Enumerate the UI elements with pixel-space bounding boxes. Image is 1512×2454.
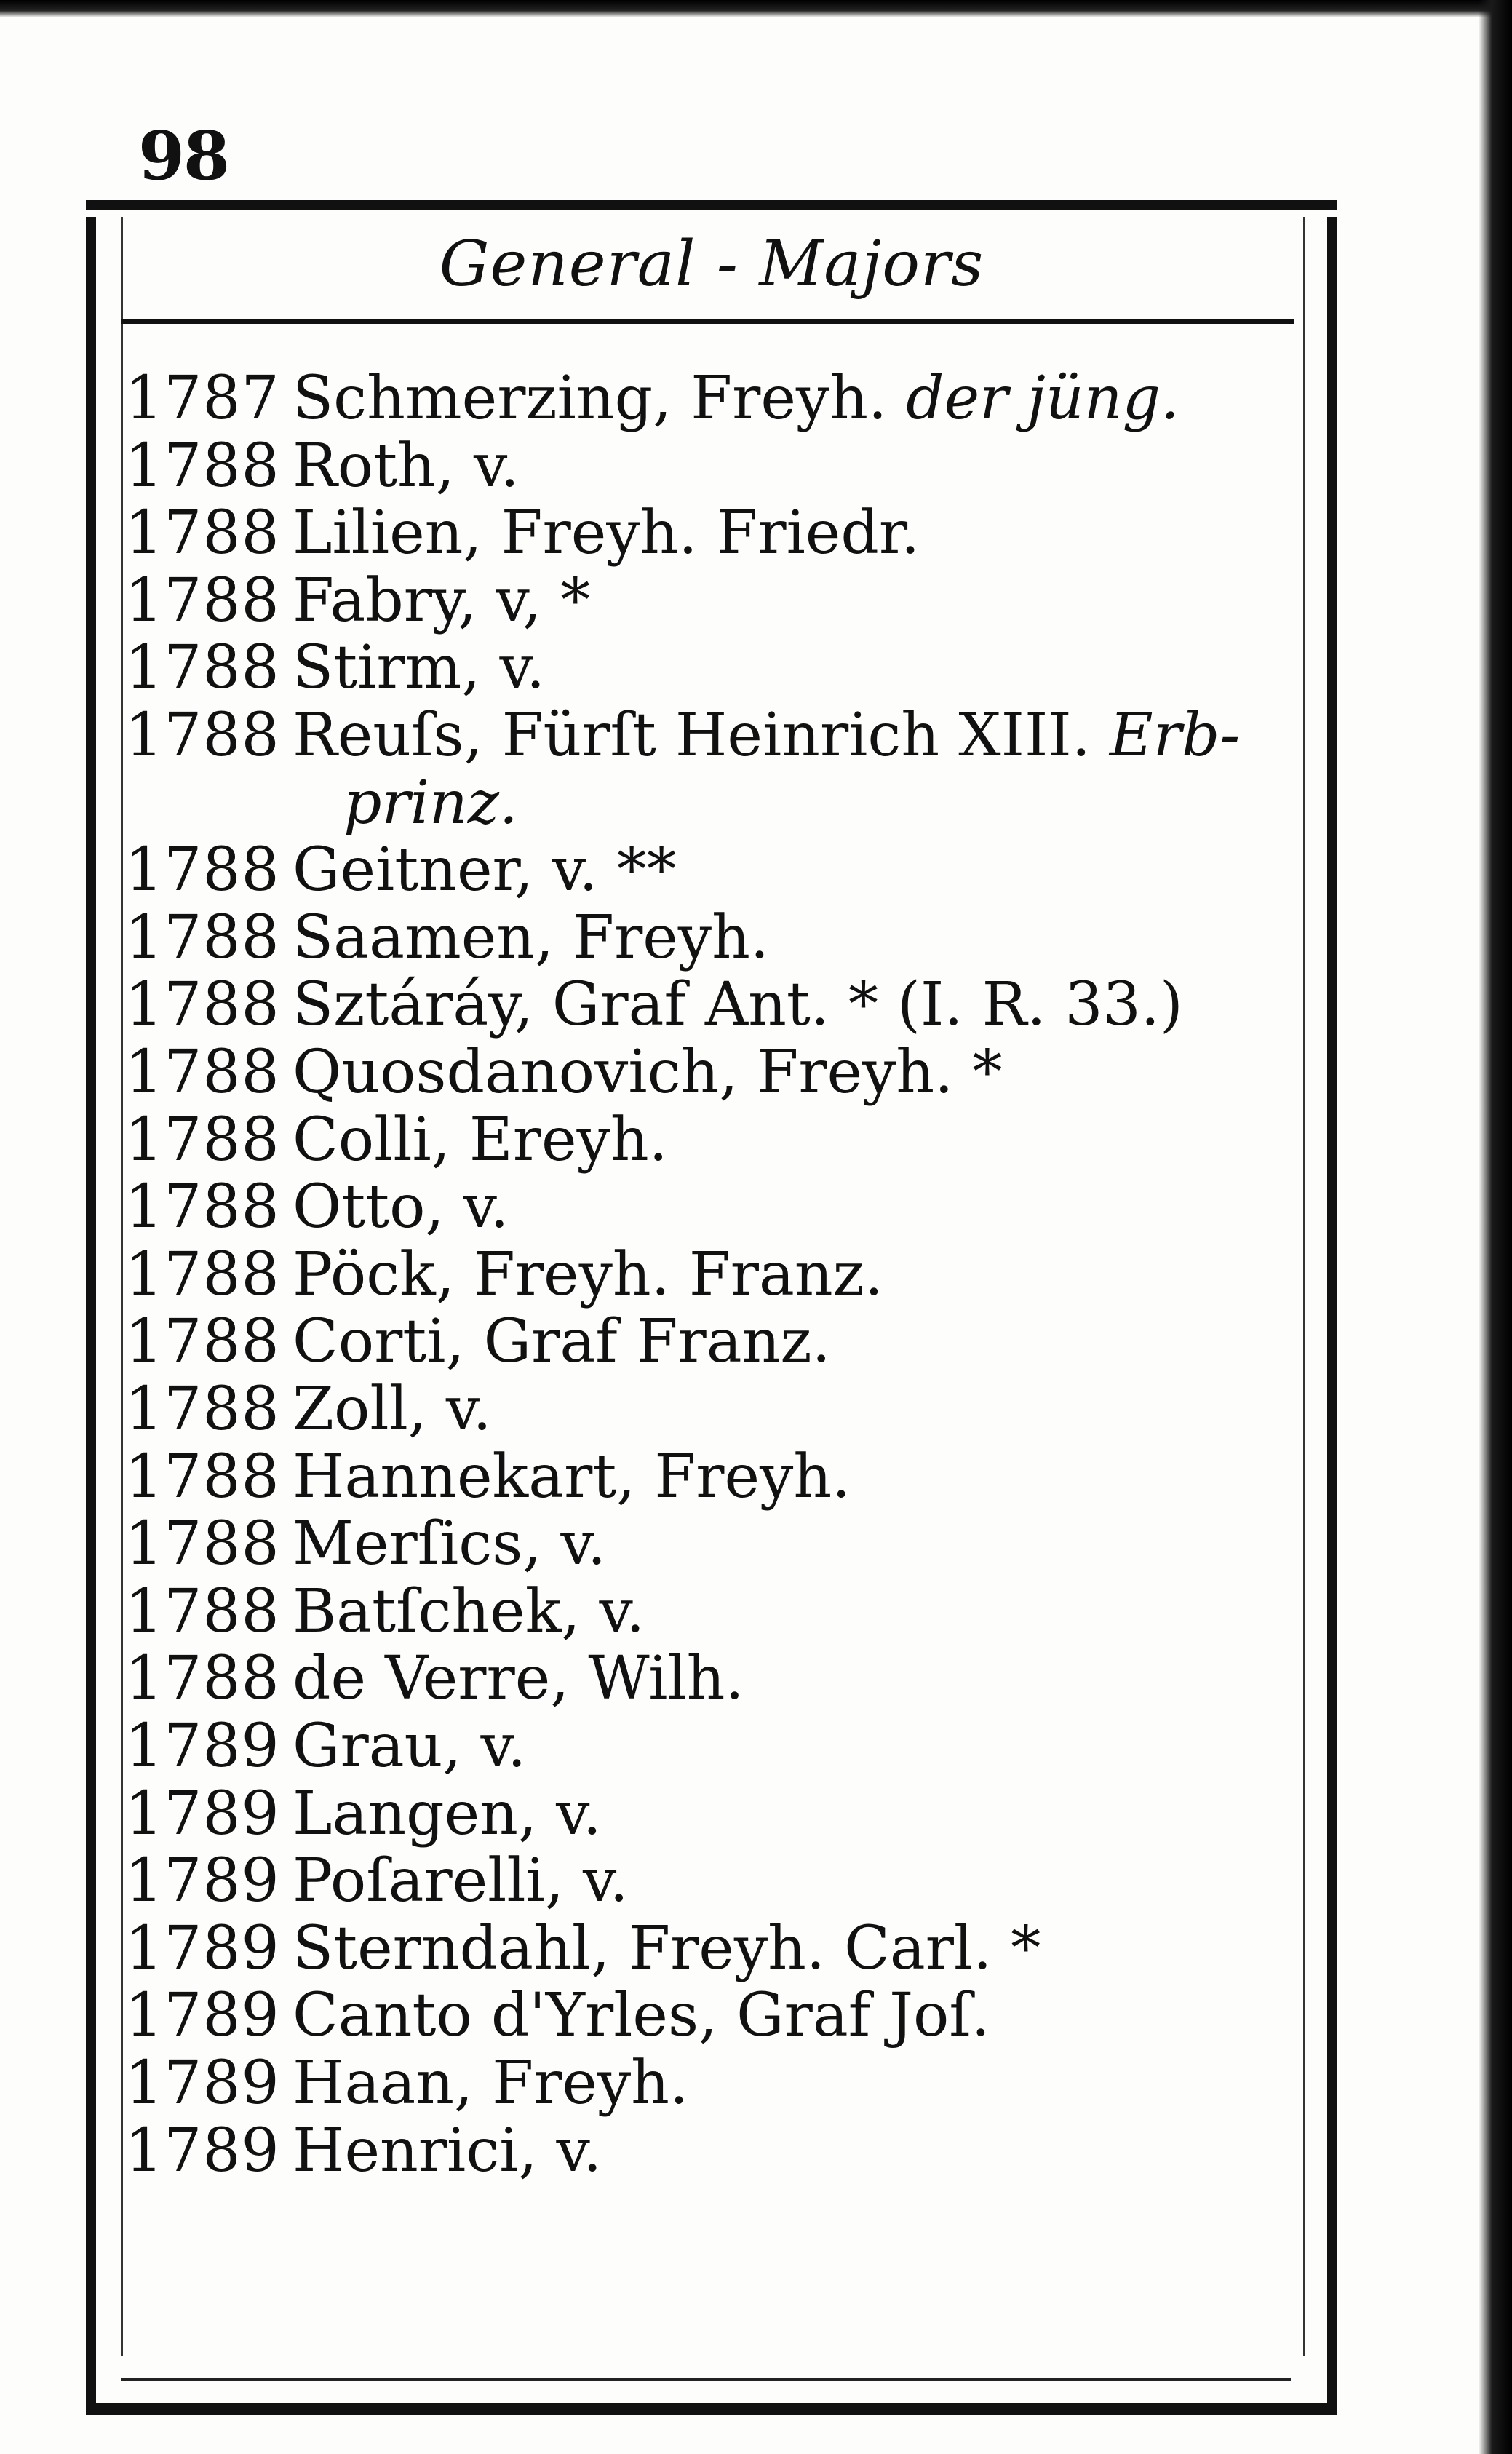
entry-name-text: Batſchek, v. bbox=[293, 1576, 645, 1646]
entry-name-text: Poſarelli, v. bbox=[293, 1846, 629, 1916]
entry-name-italic: Erb- bbox=[1109, 701, 1241, 770]
entry-name bbox=[293, 1714, 526, 1779]
entry-name-text: Canto d'Yrles, Graf Joſ. bbox=[293, 1981, 990, 2051]
entry-name bbox=[293, 565, 591, 635]
entry-year: 1788 bbox=[125, 701, 280, 770]
entry-name-text: Schmerzing, Freyh. bbox=[293, 364, 907, 433]
entry-name bbox=[293, 703, 1240, 769]
entry-name-text: Langen, v. bbox=[293, 1779, 602, 1849]
entry-name bbox=[293, 1309, 831, 1375]
entry-name-text: Hannekart, Freyh. bbox=[293, 1442, 851, 1512]
entry-name bbox=[293, 1105, 668, 1175]
entry-name-text: Pöck, Freyh. Franz. bbox=[293, 1239, 883, 1309]
section-heading: General - Majors bbox=[439, 228, 984, 301]
entry-name bbox=[293, 1913, 1041, 1983]
entry-name bbox=[293, 2116, 602, 2185]
entry-name bbox=[293, 635, 545, 701]
entry-name bbox=[293, 972, 1183, 1038]
entry-name bbox=[293, 1239, 883, 1309]
entry-name-text: Colli, Ereyh. bbox=[293, 1105, 668, 1175]
entry-continuation: prinz. bbox=[343, 768, 518, 838]
entry-name bbox=[293, 1846, 629, 1916]
entry-name bbox=[293, 902, 769, 972]
entry-year: 1788 bbox=[125, 1307, 280, 1377]
entry-year: 1788 bbox=[125, 1644, 280, 1714]
entry-name bbox=[293, 431, 520, 501]
entry-year: 1788 bbox=[125, 1509, 280, 1579]
entry-year: 1788 bbox=[125, 1239, 280, 1309]
entry-name bbox=[293, 2051, 688, 2116]
entry-name bbox=[293, 1779, 602, 1849]
entry-name bbox=[293, 501, 920, 566]
entry-year: 1788 bbox=[125, 835, 280, 905]
entry-name bbox=[293, 1983, 990, 2049]
entry-year: 1788 bbox=[125, 970, 280, 1040]
entry-name bbox=[293, 1442, 851, 1512]
entry-year: 1787 bbox=[125, 364, 280, 433]
entry-name bbox=[293, 1576, 645, 1646]
entry-name-text: de Verre, Wilh. bbox=[293, 1644, 744, 1714]
entry-year: 1789 bbox=[125, 1981, 280, 2051]
entry-list bbox=[96, 217, 1327, 2403]
entry-year: 1788 bbox=[125, 499, 280, 568]
entry-name bbox=[293, 1509, 607, 1579]
entry-name-text: Roth, v. bbox=[293, 431, 520, 501]
entry-name-text: Lilien, Freyh. Friedr. bbox=[293, 499, 920, 568]
entry-name-text: Merſics, v. bbox=[293, 1509, 607, 1579]
entry-year: 1789 bbox=[125, 1913, 280, 1983]
entry-name bbox=[293, 835, 677, 905]
entry-year: 1788 bbox=[125, 1375, 280, 1444]
entry-name-text: Stirm, v. bbox=[293, 633, 546, 703]
entry-name bbox=[293, 1377, 492, 1442]
entry-year: 1788 bbox=[125, 1172, 280, 1242]
entry-year: 1789 bbox=[125, 1846, 280, 1916]
entry-name-text: Haan, Freyh. bbox=[293, 2049, 689, 2118]
entry-name bbox=[293, 1040, 1002, 1105]
entry-name-text: Quosdanovich, Freyh. * bbox=[293, 1038, 1003, 1107]
entry-name-text: Sztáráy, Graf Ant. * (I. R. 33.) bbox=[293, 970, 1183, 1040]
entry-name bbox=[293, 366, 1179, 432]
entry-name-text: Otto, v. bbox=[293, 1172, 509, 1242]
entry-year: 1788 bbox=[125, 1038, 280, 1107]
entry-year: 1788 bbox=[125, 633, 280, 703]
entry-name-text: Fabry, v, * bbox=[293, 565, 591, 635]
entry-name-text: Saamen, Freyh. bbox=[293, 902, 769, 972]
entry-year: 1789 bbox=[125, 1712, 280, 1781]
entry-name-text: Grau, v. bbox=[293, 1712, 527, 1781]
entry-year: 1788 bbox=[125, 1442, 280, 1512]
entry-year: 1788 bbox=[125, 565, 280, 635]
entry-name-text: Sterndahl, Freyh. Carl. * bbox=[293, 1913, 1041, 1983]
entry-year: 1789 bbox=[125, 2049, 280, 2118]
entry-name bbox=[293, 1646, 744, 1712]
entry-name-text: Corti, Graf Franz. bbox=[293, 1307, 831, 1377]
entry-name-text: Geitner, v. ** bbox=[293, 835, 677, 905]
entry-year: 1788 bbox=[125, 1105, 280, 1175]
entry-year: 1788 bbox=[125, 431, 280, 501]
entry-year: 1788 bbox=[125, 1576, 280, 1646]
scan-edge-top bbox=[0, 0, 1512, 17]
page-number: 98 bbox=[138, 116, 229, 195]
entry-name bbox=[293, 1172, 509, 1242]
top-rule bbox=[86, 200, 1337, 210]
scan-edge-right bbox=[1479, 0, 1512, 2454]
entry-name-italic: der jüng. bbox=[906, 364, 1180, 433]
entry-name-text: Henrici, v. bbox=[293, 2116, 602, 2185]
entry-year: 1789 bbox=[125, 1779, 280, 1849]
entry-name-text: Reuſs, Fürſt Heinrich XIII. bbox=[293, 701, 1110, 770]
entry-name-text: Zoll, v. bbox=[293, 1375, 492, 1444]
entry-year: 1788 bbox=[125, 902, 280, 972]
entry-year: 1789 bbox=[125, 2116, 280, 2185]
page-frame bbox=[86, 217, 1337, 2415]
